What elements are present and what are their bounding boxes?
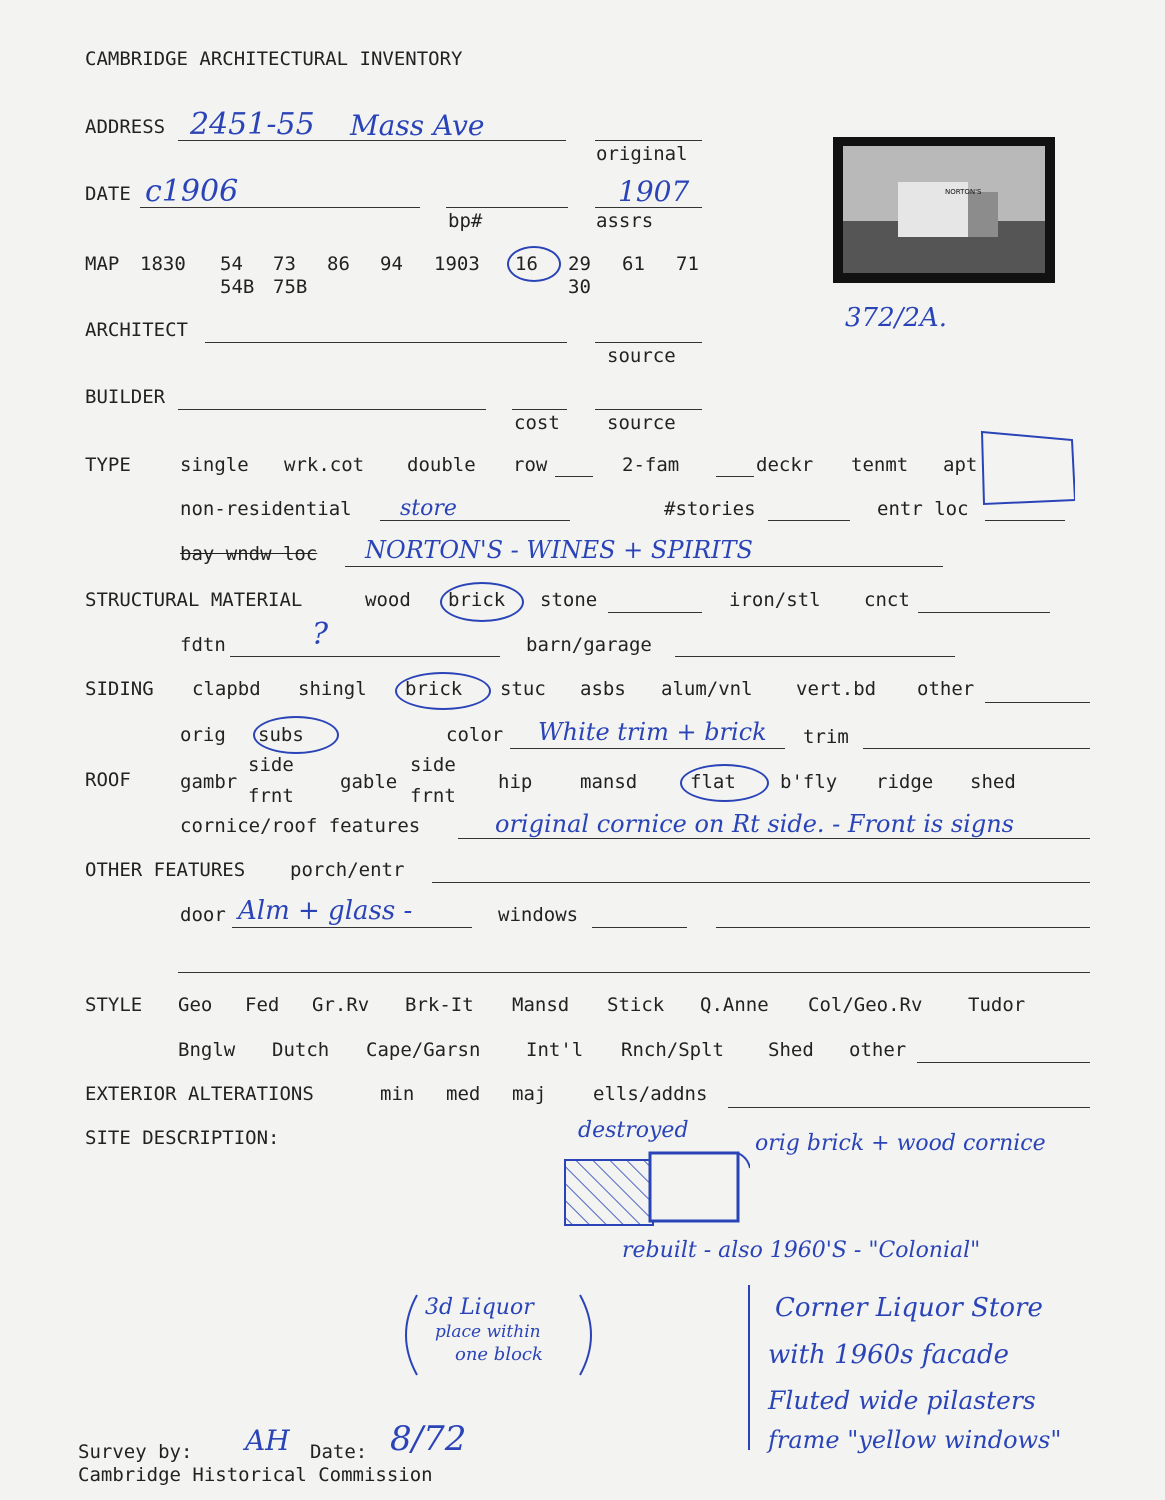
note-right-line: Corner Liquor Store bbox=[775, 1293, 1043, 1323]
style-option: Gr.Rv bbox=[312, 994, 370, 1016]
type-option: single bbox=[180, 454, 249, 476]
roof-gambr: gambr bbox=[180, 771, 238, 793]
note-left-line: place within bbox=[435, 1322, 541, 1342]
map-year: 86 bbox=[327, 253, 350, 275]
architect-label: ARCHITECT bbox=[85, 319, 188, 341]
survey-date-label: Date: bbox=[310, 1441, 368, 1463]
survey-value: AH bbox=[245, 1424, 290, 1457]
type-option: double bbox=[407, 454, 476, 476]
note-divider bbox=[748, 1285, 750, 1450]
subs-label-circled: subs bbox=[258, 724, 304, 746]
circle-mark bbox=[395, 672, 491, 710]
survey-label: Survey by: bbox=[78, 1441, 193, 1463]
site-destroyed: destroyed bbox=[578, 1118, 689, 1143]
siding-option: other bbox=[917, 678, 975, 700]
style-option: Shed bbox=[768, 1039, 814, 1061]
builder-label: BUILDER bbox=[85, 386, 166, 408]
style-option: Stick bbox=[607, 994, 665, 1016]
circle-mark bbox=[507, 246, 561, 282]
barn-label: barn/garage bbox=[526, 634, 652, 656]
cornice-value: original cornice on Rt side. - Front is signs bbox=[495, 810, 1014, 838]
siding-option-circled: brick bbox=[405, 678, 463, 700]
nonres-label: non-residential bbox=[180, 498, 352, 520]
alteration-option: ells/addns bbox=[593, 1083, 708, 1105]
date-label: DATE bbox=[85, 183, 131, 205]
roof-side: side bbox=[248, 754, 294, 776]
architect-source-label: source bbox=[607, 345, 676, 367]
circle-mark bbox=[253, 716, 339, 754]
cost-label: cost bbox=[514, 412, 560, 434]
survey-date-value: 8/72 bbox=[390, 1419, 467, 1459]
fdtn-label: fdtn bbox=[180, 634, 226, 656]
style-option: Rnch/Splt bbox=[621, 1039, 724, 1061]
date-value: c1906 bbox=[145, 174, 239, 209]
siding-option: clapbd bbox=[192, 678, 261, 700]
alteration-option: med bbox=[446, 1083, 481, 1105]
photo-ref: 372/2A. bbox=[845, 303, 947, 333]
roof-side: side bbox=[410, 754, 456, 776]
assrs-value: 1907 bbox=[618, 175, 690, 208]
structural-option: wood bbox=[365, 589, 411, 611]
map-year: 29 bbox=[568, 253, 591, 275]
roof-option: b'fly bbox=[780, 771, 838, 793]
porch-label: porch/entr bbox=[290, 859, 405, 881]
map-year: 61 bbox=[622, 253, 645, 275]
orig-label: orig bbox=[180, 724, 226, 746]
roof-option: ridge bbox=[876, 771, 934, 793]
address-street: Mass Ave bbox=[350, 109, 485, 142]
site-sketch bbox=[560, 1145, 750, 1230]
map-year-circled: 16 bbox=[515, 253, 538, 275]
photo-sign: NORTON'S bbox=[945, 188, 982, 196]
structural-label: STRUCTURAL MATERIAL bbox=[85, 589, 303, 611]
builder-source-label: source bbox=[607, 412, 676, 434]
style-label: STYLE bbox=[85, 994, 143, 1016]
siding-option: asbs bbox=[580, 678, 626, 700]
siding-label: SIDING bbox=[85, 678, 154, 700]
alterations-label: EXTERIOR ALTERATIONS bbox=[85, 1083, 314, 1105]
note-left-line: one block bbox=[455, 1344, 543, 1365]
siding-option: shingl bbox=[298, 678, 367, 700]
roof-option: shed bbox=[970, 771, 1016, 793]
address-label: ADDRESS bbox=[85, 116, 166, 138]
siding-option: stuc bbox=[500, 678, 546, 700]
note-right-line: with 1960s facade bbox=[768, 1340, 1010, 1370]
roof-option: mansd bbox=[580, 771, 638, 793]
type-option: apt bbox=[943, 454, 978, 476]
alteration-option: min bbox=[380, 1083, 415, 1105]
style-option: Geo bbox=[178, 994, 213, 1016]
note-right-line: Fluted wide pilasters bbox=[768, 1386, 1036, 1415]
map-year: 71 bbox=[676, 253, 699, 275]
fdtn-value: ? bbox=[312, 617, 329, 652]
roof-option-circled: flat bbox=[690, 771, 736, 793]
trim-label: trim bbox=[803, 726, 849, 748]
style-option: Bnglw bbox=[178, 1039, 236, 1061]
type-option: 2-fam bbox=[622, 454, 680, 476]
color-value: White trim + brick bbox=[538, 718, 767, 746]
roof-label: ROOF bbox=[85, 769, 131, 791]
entr-label: entr loc bbox=[877, 498, 969, 520]
style-option: Dutch bbox=[272, 1039, 330, 1061]
assrs-label: assrs bbox=[596, 210, 654, 232]
map-year: 1903 bbox=[434, 253, 480, 275]
structural-option: cnct bbox=[864, 589, 910, 611]
bay-value: NORTON'S - WINES + SPIRITS bbox=[365, 536, 753, 564]
style-option: other bbox=[849, 1039, 907, 1061]
site-rebuilt-note: rebuilt - also 1960'S - "Colonial" bbox=[622, 1238, 981, 1263]
roof-option: hip bbox=[498, 771, 533, 793]
type-label: TYPE bbox=[85, 454, 131, 476]
color-label: color bbox=[446, 724, 504, 746]
structural-option-circled: brick bbox=[448, 589, 506, 611]
roof-gable: gable bbox=[340, 771, 398, 793]
map-year: 94 bbox=[380, 253, 403, 275]
roof-frnt: frnt bbox=[410, 785, 456, 807]
style-option: Cape/Garsn bbox=[366, 1039, 481, 1061]
map-label: MAP bbox=[85, 253, 120, 275]
nonres-value: store bbox=[400, 496, 457, 521]
footprint-sketch bbox=[980, 428, 1075, 508]
style-option: Tudor bbox=[968, 994, 1026, 1016]
bp-label: bp# bbox=[448, 210, 483, 232]
style-option: Col/Geo.Rv bbox=[808, 994, 923, 1016]
circle-mark bbox=[680, 764, 769, 802]
site-orig-note: orig brick + wood cornice bbox=[755, 1131, 1046, 1156]
type-option: tenmt bbox=[851, 454, 909, 476]
other-features-label: OTHER FEATURES bbox=[85, 859, 246, 881]
original-label: original bbox=[596, 143, 688, 165]
style-option: Brk-It bbox=[405, 994, 474, 1016]
map-year: 75B bbox=[273, 276, 308, 298]
building-photo bbox=[833, 137, 1055, 283]
siding-option: alum/vnl bbox=[661, 678, 753, 700]
page-title: CAMBRIDGE ARCHITECTURAL INVENTORY bbox=[85, 48, 463, 70]
cornice-label: cornice/roof features bbox=[180, 815, 421, 837]
map-year: 1830 bbox=[140, 253, 186, 275]
address-number: 2451-55 bbox=[190, 107, 315, 142]
style-option: Fed bbox=[245, 994, 280, 1016]
type-option: row bbox=[513, 454, 548, 476]
note-left-line: 3d Liquor bbox=[425, 1295, 534, 1320]
style-option: Q.Anne bbox=[700, 994, 769, 1016]
map-year: 54B bbox=[220, 276, 255, 298]
door-value: Alm + glass - bbox=[238, 896, 413, 926]
site-label: SITE DESCRIPTION: bbox=[85, 1127, 280, 1149]
circle-mark bbox=[440, 582, 524, 622]
organization: Cambridge Historical Commission bbox=[78, 1464, 433, 1486]
alteration-option: maj bbox=[512, 1083, 547, 1105]
bay-label: bay wndw loc bbox=[180, 543, 318, 565]
siding-option: vert.bd bbox=[796, 678, 877, 700]
structural-option: iron/stl bbox=[729, 589, 821, 611]
roof-frnt: frnt bbox=[248, 785, 294, 807]
map-year: 54 bbox=[220, 253, 243, 275]
style-option: Mansd bbox=[512, 994, 570, 1016]
note-right-line: frame "yellow windows" bbox=[768, 1426, 1062, 1454]
door-label: door bbox=[180, 904, 226, 926]
stories-label: #stories bbox=[664, 498, 756, 520]
type-option: deckr bbox=[756, 454, 814, 476]
map-year: 30 bbox=[568, 276, 591, 298]
style-option: Int'l bbox=[526, 1039, 584, 1061]
type-option: wrk.cot bbox=[284, 454, 365, 476]
windows-label: windows bbox=[498, 904, 579, 926]
structural-option: stone bbox=[540, 589, 598, 611]
map-year: 73 bbox=[273, 253, 296, 275]
